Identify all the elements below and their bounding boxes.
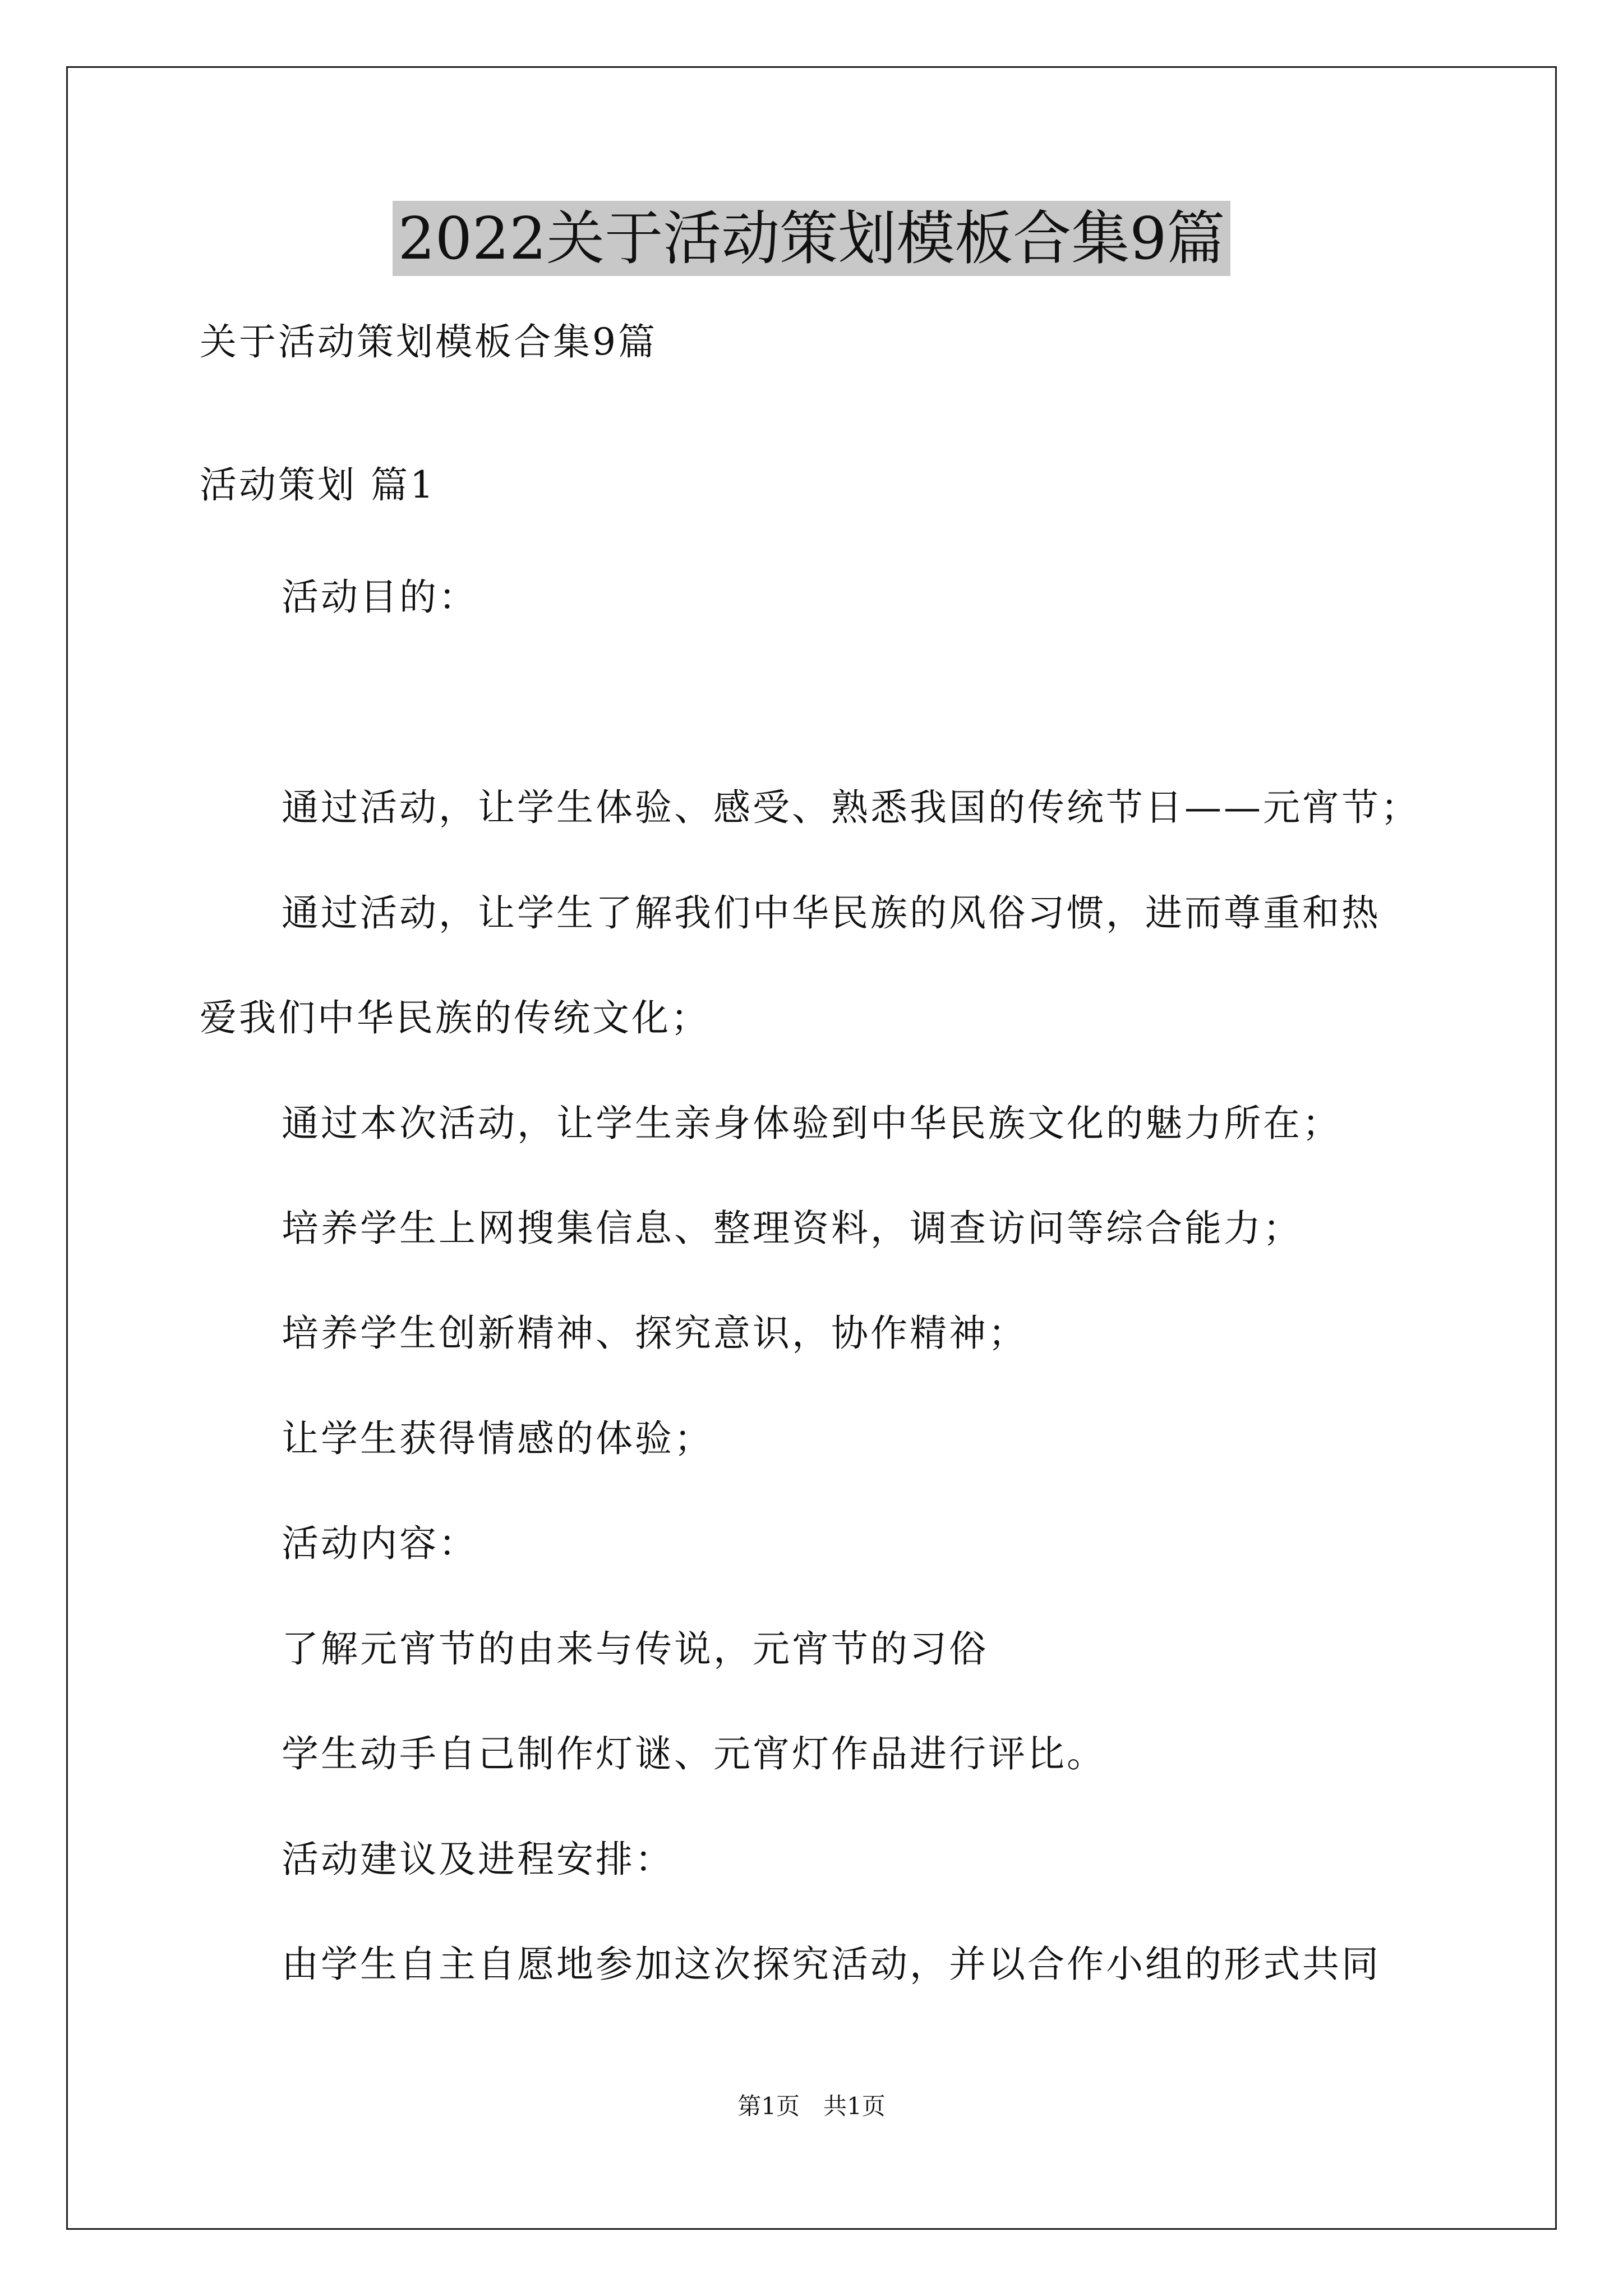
section-heading: 活动策划 篇1	[200, 463, 436, 507]
paragraph: 通过活动，让学生体验、感受、熟悉我国的传统节日——元宵节；	[282, 786, 1420, 829]
subtitle: 关于活动策划模板合集9篇	[200, 320, 657, 364]
paragraph: 活动目的：	[282, 576, 478, 619]
paragraph: 通过本次活动，让学生亲身体验到中华民族文化的魅力所在；	[282, 1102, 1341, 1145]
paragraph: 通过活动，让学生了解我们中华民族的风俗习惯，进而尊重和热	[282, 891, 1381, 935]
paragraph: 培养学生上网搜集信息、整理资料，调查访问等综合能力；	[282, 1207, 1302, 1250]
paragraph: 由学生自主自愿地参加这次探究活动，并以合作小组的形式共同	[282, 1943, 1381, 1986]
document-title	[0, 196, 1623, 280]
document-title-text: 2022关于活动策划模板合集9篇	[393, 201, 1231, 276]
paragraph: 学生动手自己制作灯谜、元宵灯作品进行评比。	[282, 1732, 1106, 1775]
paragraph: 活动内容：	[282, 1522, 478, 1565]
paragraph-continuation: 爱我们中华民族的传统文化；	[200, 996, 710, 1039]
paragraph: 活动建议及进程安排：	[282, 1838, 674, 1881]
paragraph: 让学生获得情感的体验；	[282, 1417, 713, 1460]
paragraph: 了解元宵节的由来与传说，元宵节的习俗	[282, 1627, 988, 1671]
page-footer: 第1页 共1页	[737, 2092, 886, 2120]
paragraph: 培养学生创新精神、探究意识，协作精神；	[282, 1312, 1027, 1355]
